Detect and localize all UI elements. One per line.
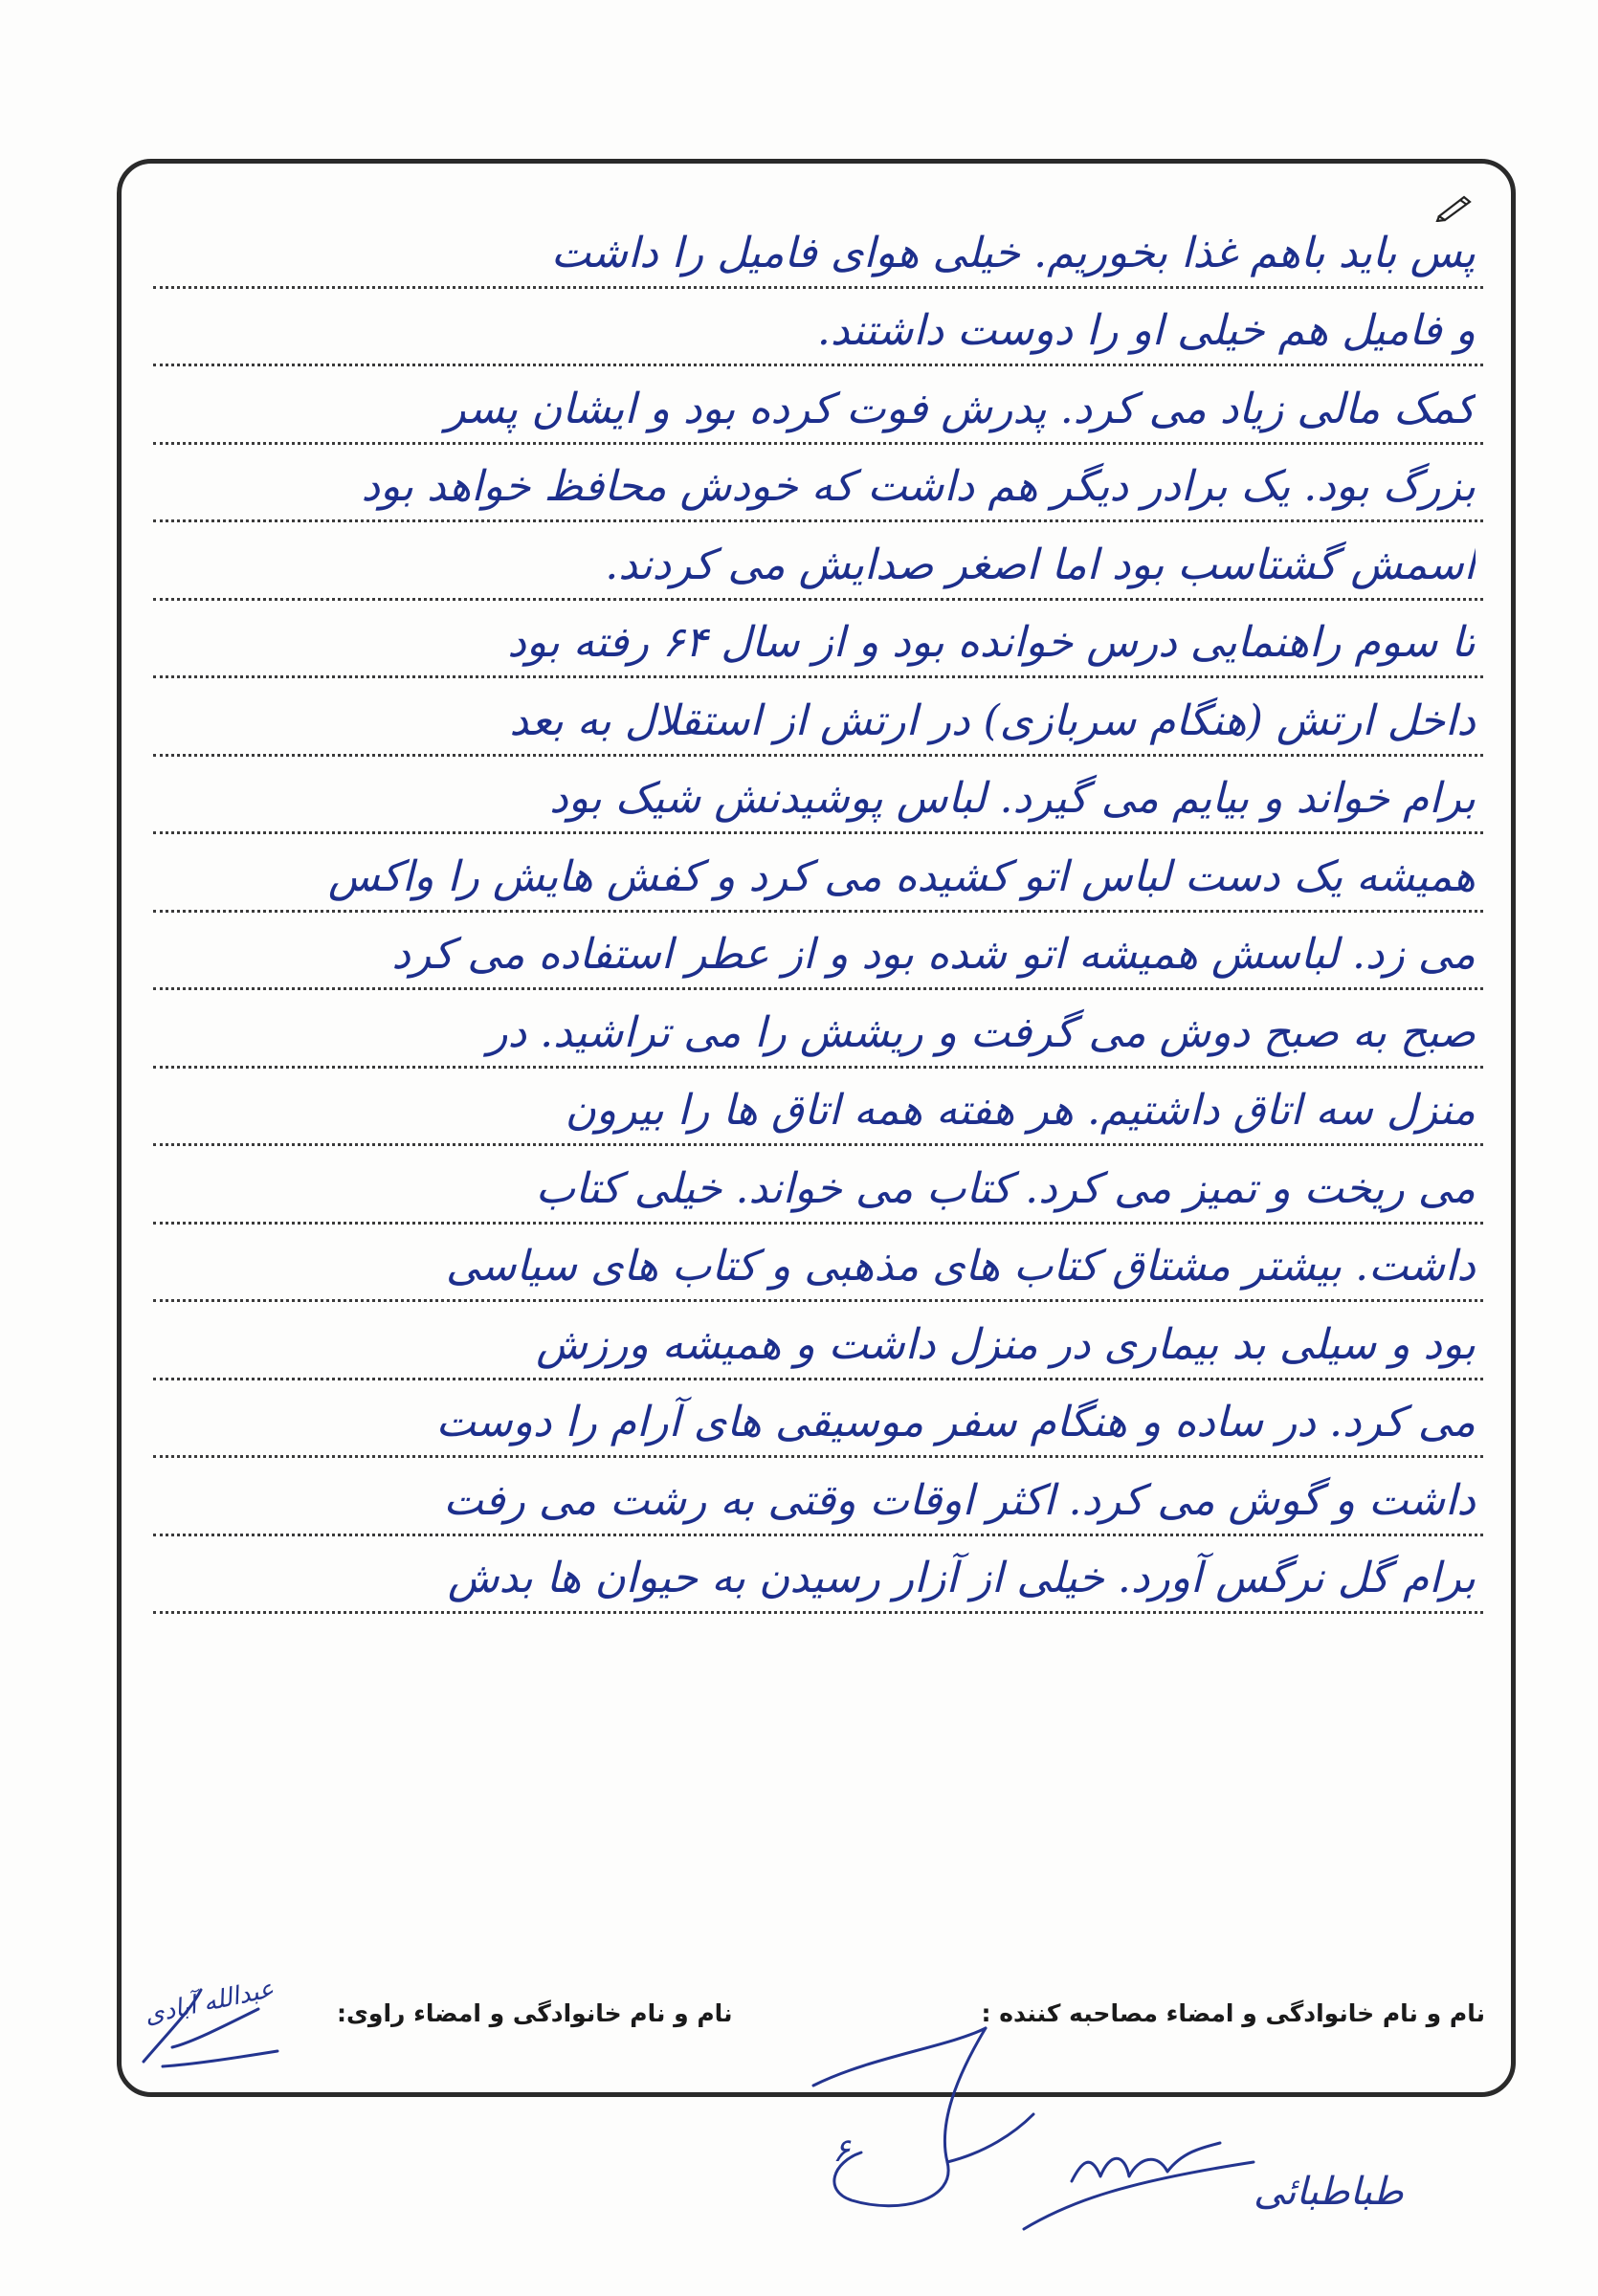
ruled-line: [153, 522, 1483, 601]
ruled-line: [153, 289, 1483, 367]
handwritten-line-text: بزرگ بود. یک برادر دیگر هم داشت که خودش محافظ خواهد بود: [361, 462, 1476, 511]
handwritten-text-area: [153, 210, 1483, 1614]
ruled-line: [153, 1302, 1483, 1380]
ruled-line: [153, 990, 1483, 1069]
handwritten-line-text: برام خواند و بیایم می گیرد. لباس پوشیدنش شیک بود: [549, 774, 1476, 823]
ruled-line: [153, 678, 1483, 757]
secondary-signature-name: طباطبائی: [1254, 2170, 1404, 2214]
ruled-line: [153, 1225, 1483, 1303]
handwritten-line-text: داخل ارتش (هنگام سربازی) در ارتش از استقلال به بعد: [509, 695, 1476, 745]
narrator-signature-name: عبدالله آبادی: [142, 1975, 277, 2030]
handwritten-line-text: منزل سه اتاق داشتیم. هر هفته همه اتاق ها را بیرون: [565, 1086, 1476, 1135]
handwritten-line-text: می ریخت و تمیز می کرد. کتاب می خواند. خیلی کتاب: [535, 1163, 1476, 1213]
ruled-line: [153, 1458, 1483, 1536]
secondary-signature-mark: [1014, 2124, 1263, 2239]
handwritten-line-text: می زد. لباسش همیشه اتو شده بود و از عطر استفاده می کرد: [391, 930, 1476, 979]
ruled-line: [153, 366, 1483, 445]
handwritten-line-text: کمک مالی زیاد می کرد. پدرش فوت کرده بود و ایشان پسر: [445, 384, 1476, 433]
handwritten-line-text: می کرد. در ساده و هنگام سفر موسیقی های آرام را دوست: [435, 1398, 1476, 1446]
handwritten-line-text: برام گل نرگس آورد. خیلی از آزار رسیدن به حیوان ها بدش: [447, 1554, 1476, 1602]
ruled-line: [153, 1380, 1483, 1459]
handwritten-line-text: و فامیل هم خیلی او را دوست داشتند.: [816, 306, 1476, 355]
handwritten-line-text: اسمش گشتاسب بود اما اصغر صدایش می کردند.: [605, 540, 1476, 589]
ruled-line: [153, 757, 1483, 835]
page-number: ۶: [832, 2131, 851, 2170]
interviewer-signature-mark: [794, 2019, 1043, 2219]
ruled-line: [153, 834, 1483, 913]
ruled-line: [153, 913, 1483, 991]
handwritten-line-text: بود و سیلی بد بیماری در منزل داشت و همیشه ورزش: [536, 1319, 1476, 1369]
interviewer-signature-label: نام و نام خانوادگی و امضاء مصاحبه کننده :: [981, 1999, 1485, 2027]
handwritten-line-text: داشت و گوش می کرد. اکثر اوقات وقتی به رشت می رفت: [443, 1475, 1476, 1525]
ruled-line: [153, 1069, 1483, 1147]
ruled-line: [153, 1536, 1483, 1615]
ruled-line: [153, 601, 1483, 679]
ruled-line: [153, 445, 1483, 523]
handwritten-line-text: داشت. بیشتر مشتاق کتاب های مذهبی و کتاب های سیاسی: [445, 1242, 1476, 1291]
handwritten-line-text: همیشه یک دست لباس اتو کشیده می کرد و کفش هایش را واکس: [327, 851, 1476, 901]
handwritten-line-text: صبح به صبح دوش می گرفت و ریشش را می تراشید. در: [487, 1007, 1476, 1057]
ruled-line: [153, 1146, 1483, 1225]
narrator-signature-label: نام و نام خانوادگی و امضاء راوی:: [337, 1999, 733, 2027]
ruled-line: [153, 210, 1483, 289]
handwritten-line-text: پس باید باهم غذا بخوریم. خیلی هوای فامیل را داشت: [550, 228, 1476, 277]
handwritten-line-text: تا سوم راهنمایی درس خوانده بود و از سال ۶۴ رفته بود: [507, 618, 1476, 667]
